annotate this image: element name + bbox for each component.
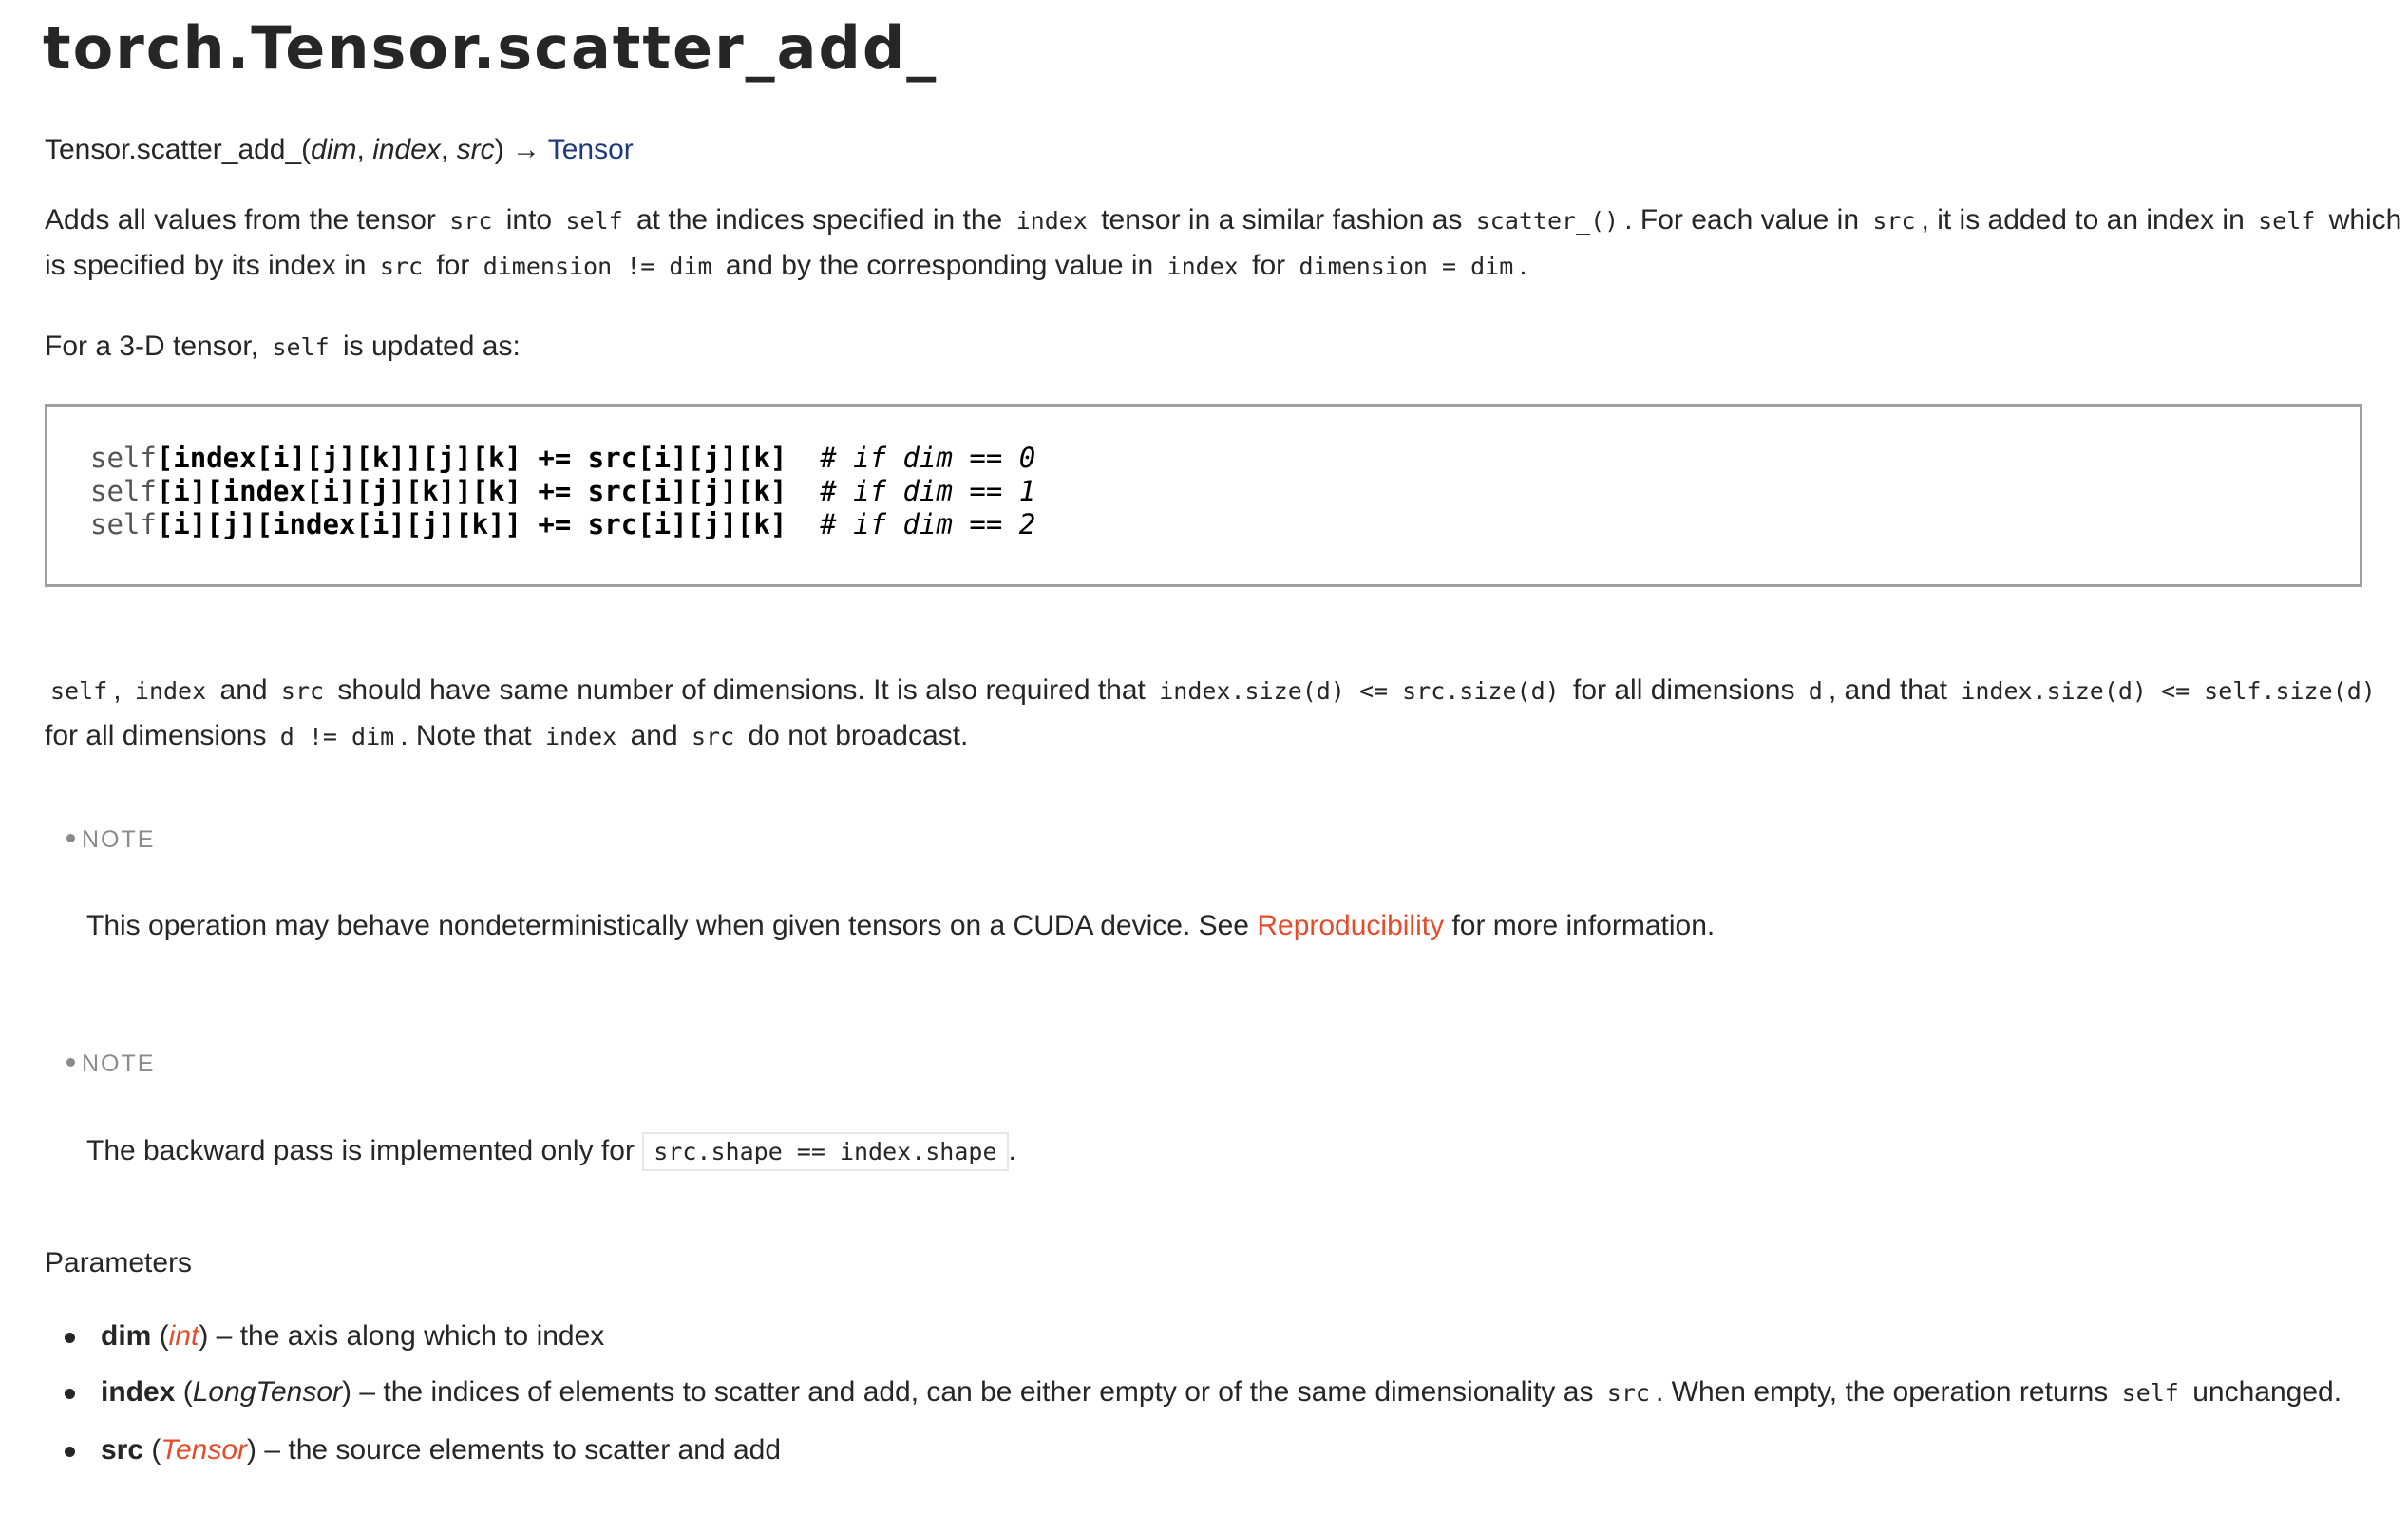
text: tensor in a similar fashion as — [1101, 204, 1463, 236]
code-expr: [i][j][index[i][j][k]] += src[i][j][k] — [156, 508, 787, 540]
param-type-link[interactable]: int — [168, 1320, 199, 1352]
inline-code: self — [2258, 207, 2316, 235]
signature-prefix: Tensor.scatter_add_( — [45, 134, 312, 165]
param-name: index — [101, 1376, 176, 1408]
inline-code: src — [280, 677, 325, 705]
inline-code: src — [1872, 207, 1916, 235]
param-index — [101, 1370, 2342, 1416]
text: for all dimensions — [1573, 674, 1795, 706]
text: for — [436, 250, 470, 281]
text: ( — [143, 1434, 161, 1466]
page-title: torch.Tensor.scatter_add_ — [43, 13, 939, 83]
inline-code: index — [134, 677, 207, 705]
text: do not broadcast. — [748, 720, 969, 751]
code-self: self — [90, 442, 157, 474]
return-type-link[interactable]: Tensor — [547, 134, 634, 165]
code-line — [90, 475, 1035, 507]
description-line-1 — [45, 198, 2401, 244]
text: Adds all values from the tensor — [45, 204, 436, 236]
text: The backward pass is implemented only for — [86, 1135, 635, 1166]
text: ) – — [342, 1376, 384, 1408]
parameters-heading: Parameters — [45, 1247, 193, 1278]
bullet-icon — [65, 1333, 75, 1343]
param-name: dim — [101, 1320, 152, 1352]
bullet-dot-icon — [66, 834, 75, 842]
signature-arrow: ) → — [494, 134, 548, 165]
param-name: src — [101, 1434, 144, 1466]
code-expr: [index[i][j][k]][j][k] += src[i][j][k] — [156, 442, 787, 474]
param-desc: . When empty, the operation returns — [1655, 1376, 2109, 1408]
text: which — [2328, 204, 2402, 236]
note-cuda-text — [86, 903, 1715, 949]
text: should have same number of dimensions. It is also required that — [337, 674, 1146, 706]
requirements-line-2 — [45, 713, 968, 760]
param-desc: the axis along which to index — [239, 1320, 605, 1352]
code-block — [45, 404, 2362, 587]
text: , — [113, 674, 122, 706]
code-self: self — [90, 508, 157, 540]
inline-code: src — [691, 723, 735, 750]
inline-code-box: src.shape == index.shape — [642, 1132, 1008, 1171]
signature-arg-src: src — [456, 134, 495, 165]
code-expr: [i][index[i][j][k]][k] += src[i][j][k] — [156, 475, 787, 507]
param-dim — [101, 1314, 604, 1359]
inline-code: d — [1808, 677, 1823, 705]
inline-code: index.size(d) <= src.size(d) — [1159, 677, 1560, 705]
inline-code: src — [379, 253, 423, 280]
text: and by the corresponding value in — [725, 250, 1154, 281]
signature-sep: , — [356, 134, 373, 165]
description-line-2 — [45, 243, 1527, 290]
scatter-link[interactable]: scatter_() — [1475, 207, 1620, 235]
text: and — [630, 720, 678, 751]
bullet-dot-icon — [66, 1058, 75, 1067]
inline-code: self — [2121, 1379, 2179, 1407]
text: . — [1008, 1135, 1016, 1166]
text: into — [505, 204, 553, 236]
inline-code: dimension = dim — [1299, 253, 1514, 280]
text: is specified by its index in — [45, 250, 367, 281]
note-label: NOTE — [82, 1050, 156, 1077]
inline-code: self — [272, 333, 330, 361]
text: for more information. — [1451, 910, 1716, 941]
inline-code: d != dim — [279, 723, 395, 750]
inline-code: index.size(d) <= self.size(d) — [1961, 677, 2376, 705]
param-desc: the indices of elements to scatter and add, can be either empty or of the same dimensionality as — [383, 1376, 1594, 1408]
requirements-line-1 — [45, 668, 2381, 714]
text: at the indices specified in the — [636, 204, 1003, 236]
text: For a 3-D tensor, — [45, 331, 259, 362]
inline-code: self — [50, 677, 108, 705]
note-heading — [66, 1050, 155, 1078]
update-intro — [45, 324, 521, 370]
text: ) – — [247, 1434, 289, 1466]
param-desc: unchanged. — [2192, 1376, 2342, 1408]
function-signature — [45, 127, 634, 173]
code-line — [90, 442, 1035, 474]
code-comment: # if dim == 1 — [820, 475, 1036, 507]
text: , and that — [1828, 674, 1947, 706]
note-label: NOTE — [82, 826, 156, 853]
code-self: self — [90, 475, 157, 507]
inline-code: self — [565, 207, 623, 235]
inline-code: index — [544, 723, 617, 750]
text: ) – — [199, 1320, 240, 1352]
text: is updated as: — [343, 331, 521, 362]
inline-code: dimension != dim — [483, 253, 712, 280]
code-comment: # if dim == 0 — [820, 442, 1036, 474]
bullet-icon — [65, 1389, 75, 1399]
inline-code: src — [1606, 1379, 1650, 1407]
bullet-icon — [65, 1447, 75, 1457]
inline-code: src — [449, 207, 493, 235]
text: and — [219, 674, 268, 706]
text: for all dimensions — [45, 720, 267, 751]
code-line — [90, 508, 1035, 540]
note-backward-text — [86, 1128, 1016, 1175]
text: . For each value in — [1624, 204, 1860, 236]
param-type-link[interactable]: Tensor — [161, 1434, 247, 1466]
param-type: LongTensor — [192, 1376, 343, 1408]
signature-arg-index: index — [372, 134, 441, 165]
inline-code: index — [1015, 207, 1088, 235]
code-comment: # if dim == 2 — [820, 508, 1036, 540]
param-desc: the source elements to scatter and add — [288, 1434, 782, 1466]
text: . Note that — [400, 720, 532, 751]
text: , it is added to an index in — [1921, 204, 2245, 236]
param-src — [101, 1428, 781, 1473]
inline-code: index — [1166, 253, 1239, 280]
signature-sep: , — [440, 134, 457, 165]
text: This operation may behave nondeterministically when given tensors on a CUDA device. See — [86, 910, 1249, 941]
text: . — [1519, 250, 1527, 281]
reproducibility-link[interactable]: Reproducibility — [1257, 910, 1445, 941]
signature-arg-dim: dim — [311, 134, 357, 165]
text: ( — [175, 1376, 193, 1408]
text: for — [1252, 250, 1286, 281]
text: ( — [151, 1320, 169, 1352]
note-heading — [66, 826, 155, 854]
